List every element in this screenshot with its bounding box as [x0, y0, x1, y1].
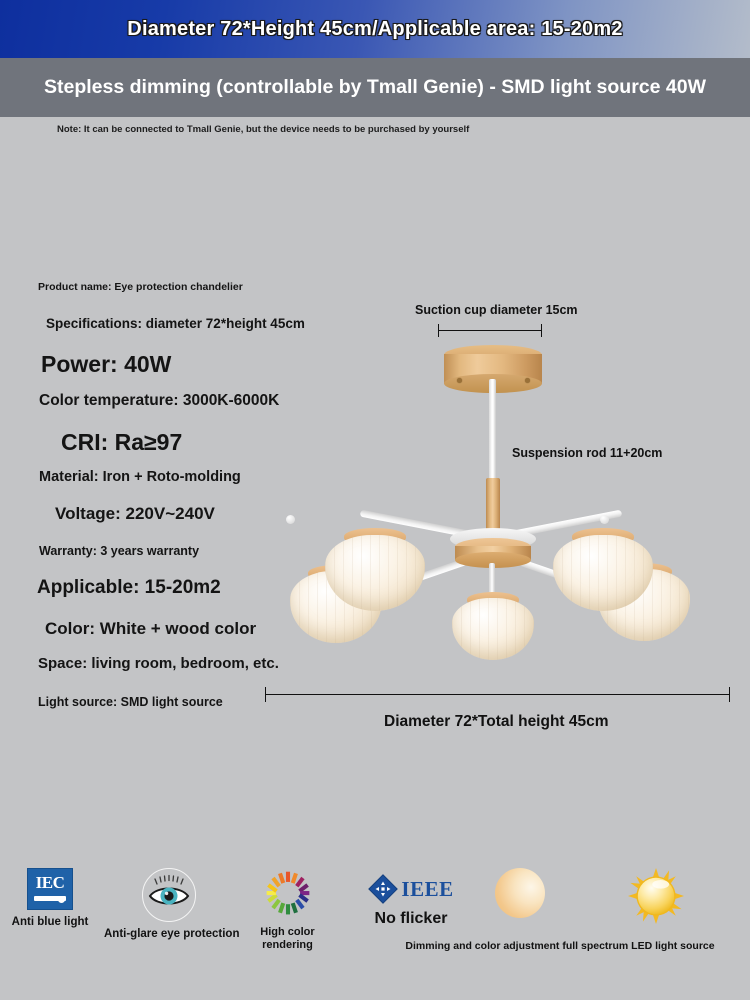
spec-space: Space: living room, bedroom, etc.	[38, 655, 279, 672]
color-wheel-icon	[260, 868, 316, 920]
spec-power: Power: 40W	[41, 351, 172, 377]
total-dimension-tick-right	[729, 687, 730, 702]
sun-icon	[628, 868, 684, 924]
lamp-shade-left	[323, 528, 427, 614]
chandelier-arm-knob-left	[286, 515, 295, 524]
feature-label: No flicker	[374, 910, 448, 927]
spec-warranty: Warranty: 3 years warranty	[39, 544, 200, 558]
lamp-shade-globe	[452, 598, 534, 660]
chandelier-center-stem	[489, 563, 495, 595]
lamp-shade-center	[450, 592, 536, 662]
feature-icon-row	[0, 868, 750, 978]
spec-product-name: Product name: Eye protection chandelier	[38, 281, 243, 293]
spec-voltage: Voltage: 220V~240V	[55, 504, 215, 523]
feature-label: Anti-glare eye protection	[104, 928, 240, 940]
total-dimension-tick-left	[265, 687, 266, 702]
feature-anti-glare	[104, 868, 240, 941]
total-dimension-label: Diameter 72*Total height 45cm	[384, 713, 609, 730]
suction-cup-dimension-line	[438, 330, 542, 331]
ieee-diamond-icon	[368, 874, 398, 904]
spec-color-temperature: Color temperature: 3000K-6000K	[39, 392, 280, 409]
feature-high-color-rendering	[240, 868, 335, 951]
suspension-rod-white	[489, 379, 496, 483]
spec-light-source: Light source: SMD light source	[38, 695, 223, 709]
headline-banner-gray-text: Stepless dimming (controllable by Tmall Genie) - SMD light source 40W	[43, 76, 707, 98]
eye-icon-svg	[143, 869, 195, 921]
spec-applicable-area: Applicable: 15-20m2	[37, 577, 221, 598]
spec-color: Color: White + wood color	[45, 619, 257, 638]
suction-cup-dimension-label: Suction cup diameter 15cm	[415, 303, 578, 317]
canopy-screw-left	[457, 378, 462, 383]
iec-logo-dot	[58, 896, 65, 903]
feature-wide-caption: Dimming and color adjustment full spectrum LED light source	[405, 940, 715, 952]
light-ball-icon	[495, 868, 545, 918]
canopy-screw-right	[525, 378, 530, 383]
lamp-shade-right	[551, 528, 655, 614]
feature-full-spectrum-sun	[576, 868, 736, 924]
suspension-rod-wood	[486, 478, 500, 533]
feature-anti-blue-light	[0, 868, 100, 929]
headline-banner-blue-text: Diameter 72*Height 45cm/Applicable area: 15-20m2	[127, 17, 623, 40]
spec-material: Material: Iron + Roto-molding	[39, 469, 241, 485]
color-wheel-icon-svg	[260, 868, 316, 920]
ieee-logo-text: IEEE	[401, 876, 454, 901]
lamp-shade-globe	[553, 535, 653, 611]
suction-cup-dimension-tick-right	[541, 324, 542, 337]
total-dimension-line	[265, 694, 730, 695]
headline-banner-gray	[0, 58, 750, 117]
spec-specifications: Specifications: diameter 72*height 45cm	[46, 316, 305, 331]
spec-cri: CRI: Ra≥97	[61, 429, 183, 455]
feature-label: High color rendering	[260, 926, 315, 951]
eye-icon	[142, 868, 196, 922]
tmall-genie-note: Note: It can be connected to Tmall Genie, but the device needs to be purchased by yourself	[57, 124, 470, 135]
headline-banner-blue	[0, 0, 750, 58]
ieee-certification-icon	[346, 874, 476, 904]
sun-icon-svg	[628, 868, 684, 924]
lamp-shade-globe	[325, 535, 425, 611]
chandelier-arm-knob-right	[600, 515, 609, 524]
suction-cup-dimension-tick-left	[438, 324, 439, 337]
suspension-rod-label: Suspension rod 11+20cm	[512, 446, 663, 460]
feature-dimming-ball	[470, 868, 570, 918]
feature-no-flicker	[346, 874, 476, 928]
iec-certification-icon	[27, 868, 73, 910]
iec-logo-text: IEC	[35, 873, 65, 892]
feature-label: Anti blue light	[11, 916, 89, 928]
